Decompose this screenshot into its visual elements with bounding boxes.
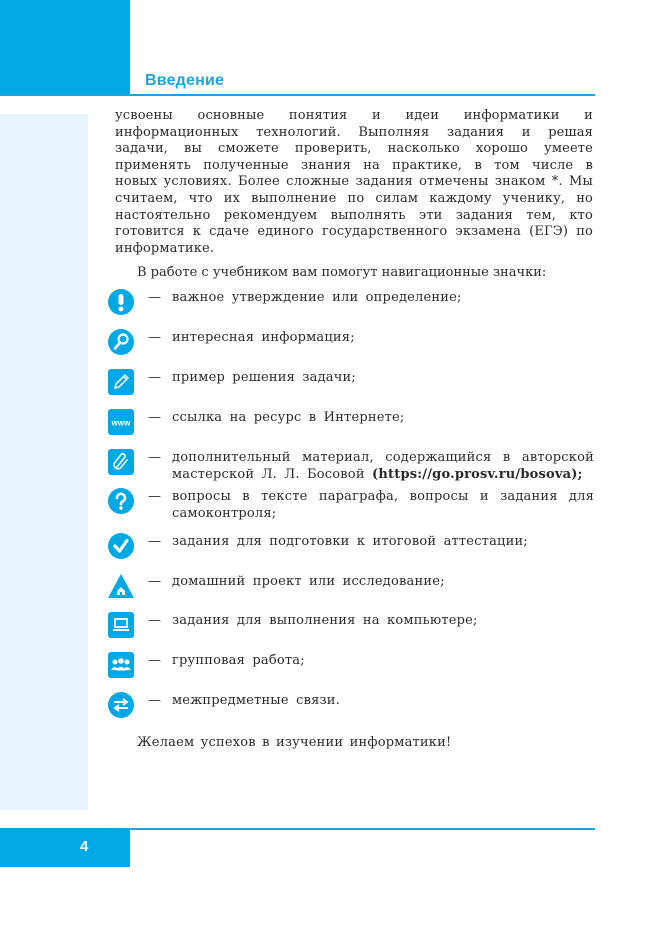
group-icon — [108, 652, 134, 678]
list-item: — важное утверждение или определение; — [108, 289, 594, 315]
list-item: — вопросы в тексте параграфа, вопросы и задания для самоконтроля; — [108, 488, 594, 522]
chapter-title: Введение — [145, 72, 225, 89]
list-item: — задания для подготовки к итоговой аттестации; — [108, 533, 594, 559]
item-text: пример решения задачи; — [172, 370, 357, 385]
closing-line: Желаем успехов в изучении информатики! — [137, 735, 452, 750]
checkmark-icon — [108, 533, 134, 559]
item-text: важное утверждение или определение; — [172, 290, 462, 305]
list-item: — задания для выполнения на компьютере; — [108, 612, 594, 638]
question-icon — [108, 488, 134, 514]
computer-icon — [108, 612, 134, 638]
arrows-exchange-icon — [108, 692, 134, 718]
item-text: межпредметные связи. — [172, 693, 340, 708]
svg-text:www: www — [111, 418, 131, 428]
item-text: задания для подготовки к итоговой аттестации; — [172, 534, 528, 549]
list-item: — пример решения задачи; — [108, 369, 594, 395]
magnifier-icon — [108, 329, 134, 355]
list-item: — групповая работа; — [108, 652, 594, 678]
item-text: интересная информация; — [172, 330, 355, 345]
list-item: — межпредметные связи. — [108, 692, 594, 718]
item-text: ссылка на ресурс в Интернете; — [172, 410, 405, 425]
item-text: задания для выполнения на компьютере; — [172, 613, 478, 628]
item-text: вопросы в тексте параграфа, вопросы и задания для самоконтроля; — [172, 489, 594, 521]
side-margin-band — [0, 114, 88, 810]
header-color-block — [0, 0, 130, 95]
item-text: групповая работа; — [172, 653, 305, 668]
icons-intro: В работе с учебником вам помогут навигационные значки: — [137, 265, 547, 280]
page-number: 4 — [80, 838, 89, 855]
home-icon — [108, 573, 134, 599]
item-text: домашний проект или исследование; — [172, 574, 445, 589]
header-divider — [0, 94, 595, 96]
list-item: — интересная информация; — [108, 329, 594, 355]
page-number-block — [0, 829, 130, 867]
item-text: дополнительный материал, содержащийся в авторской мастерской Л. Л. Босовой (https://go.prosv.ru/bosova); — [172, 450, 594, 482]
list-item: — дополнительный материал, содержащийся в авторской мастерской Л. Л. Босовой (https://go.prosv.ru/bosova); — [108, 449, 594, 483]
exclamation-icon — [108, 289, 134, 315]
pencil-icon — [108, 369, 134, 395]
body-paragraph: усвоены основные понятия и идеи информатики и информационных технологий. Выполняя задания и решая задачи, вы сможете проверить, насколько хорошо умеете применять полученные знания на практике, в том числе в новых условиях. Более сложные задания отмечены знаком *. Мы считаем, что их выполнение по силам каждому ученику, но настоятельно рекомендуем выполнять эти задания тем, кто готовится к сдаче единого государственного экзамена (ЕГЭ) по информатике. — [115, 108, 593, 256]
www-icon — [108, 409, 134, 435]
list-item: www — ссылка на ресурс в Интернете; — [108, 409, 594, 435]
paperclip-icon — [108, 449, 134, 475]
list-item: — домашний проект или исследование; — [108, 573, 594, 599]
bosova-link[interactable]: (https://go.prosv.ru/bosova); — [372, 467, 583, 482]
